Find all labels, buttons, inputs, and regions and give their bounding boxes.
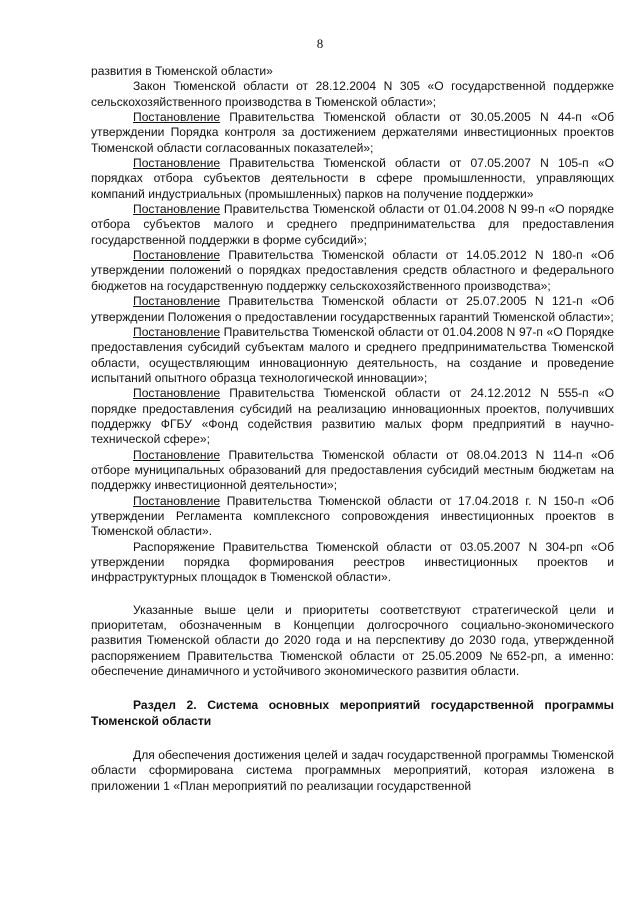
paragraph-resolution: Постановление Правительства Тюменской области от 08.04.2013 N 114-п «Об отборе муниципальных образований для предоставления субсидий местным бюджетам на поддержку инвестиционной деятельности»; [91,447,614,493]
paragraph-resolution: Постановление Правительства Тюменской области от 17.04.2018 г. N 150-п «Об утверждении Регламента комплексного сопровождения инвестиционных проектов в Тюменской области». [91,493,614,539]
resolution-link[interactable]: Постановление [133,110,221,125]
paragraph-order: Распоряжение Правительства Тюменской области от 03.05.2007 N 304-рп «Об утверждении порядка формирования реестров инвестиционных проектов и инфраструктурных площадок в Тюменской области». [91,539,614,585]
paragraph-resolution: Постановление Правительства Тюменской области от 07.05.2007 N 105-п «О порядках отбора субъектов деятельности в сфере промышленности, управляющих компаний индустриальных (промышленных) парков на получение поддержки» [91,156,614,201]
paragraph-law: Закон Тюменской области от 28.12.2004 N 305 «О государственной поддержке сельскохозяйственного производства в Тюменской области»; [91,79,614,109]
paragraph-resolution: Постановление Правительства Тюменской области от 24.12.2012 N 555-п «О порядке предоставления субсидий на реализацию инновационных проектов, получивших поддержку ФГБУ «Фонд содействия развитию малых форм предприятий в научно-технической сфере»; [91,386,614,447]
paragraph-resolution: Постановление Правительства Тюменской области от 14.05.2012 N 180-п «Об утверждении положений о порядках предоставления средств областного и федерального бюджетов на государственную поддержку сельскохозяйственного производства»; [91,248,614,293]
paragraph-resolution: Постановление Правительства Тюменской области от 25.07.2005 N 121-п «Об утверждении Положения о предоставлении государственных гарантий Тюменской области»; [91,294,614,324]
resolution-link[interactable]: Постановление [133,324,221,339]
summary-paragraph: Указанные выше цели и приоритеты соответствуют стратегической цели и приоритетам, обозначенным в Концепции долгосрочного социально-экономического развития Тюменской области до 2020 года и на перспективу до 2030 года, утвержденной распоряжением Правительства Тюменской области от 25.05.2009 №652-рп, а именно: обеспечение динамичного и устойчивого экономического развития области. [91,602,614,679]
paragraph-resolution: Постановление Правительства Тюменской области от 01.04.2008 N 99-п «О порядке отбора субъектов малого и среднего предпринимательства для предоставления государственной поддержки в форме субсидий»; [91,202,614,247]
paragraph-resolution: Постановление Правительства Тюменской области от 01.04.2008 N 97-п «О Порядке предоставления субсидий субъектам малого и среднего предпринимательства Тюменской области, осуществляющим инновационную деятельность, на создание и проведение испытаний опытного образца технологической инновации»; [91,324,614,385]
page-number: 8 [316,36,324,51]
resolution-link[interactable]: Постановление [133,156,221,171]
resolution-link[interactable]: Постановление [133,493,221,508]
resolution-link[interactable]: Постановление [133,294,221,309]
paragraph-resolution: Постановление Правительства Тюменской области от 30.05.2005 N 44-п «Об утверждении Порядка контроля за достижением держателями инвестиционных проектов Тюменской области согласованных показателей»; [91,110,614,155]
resolution-link[interactable]: Постановление [133,386,221,401]
paragraph-continuation: развития в Тюменской области» [91,64,273,78]
resolution-link[interactable]: Постановление [133,202,221,217]
resolution-link[interactable]: Постановление [133,248,221,263]
section-paragraph: Для обеспечения достижения целей и задач государственной программы Тюменской области сформирована система программных мероприятий, которая изложена в приложении 1 «План мероприятий по реализации государственной [91,748,614,793]
resolution-link[interactable]: Постановление [133,447,221,462]
section-heading: Раздел 2. Система основных мероприятий государственной программы Тюменской области [91,698,614,728]
document-body [91,64,614,794]
